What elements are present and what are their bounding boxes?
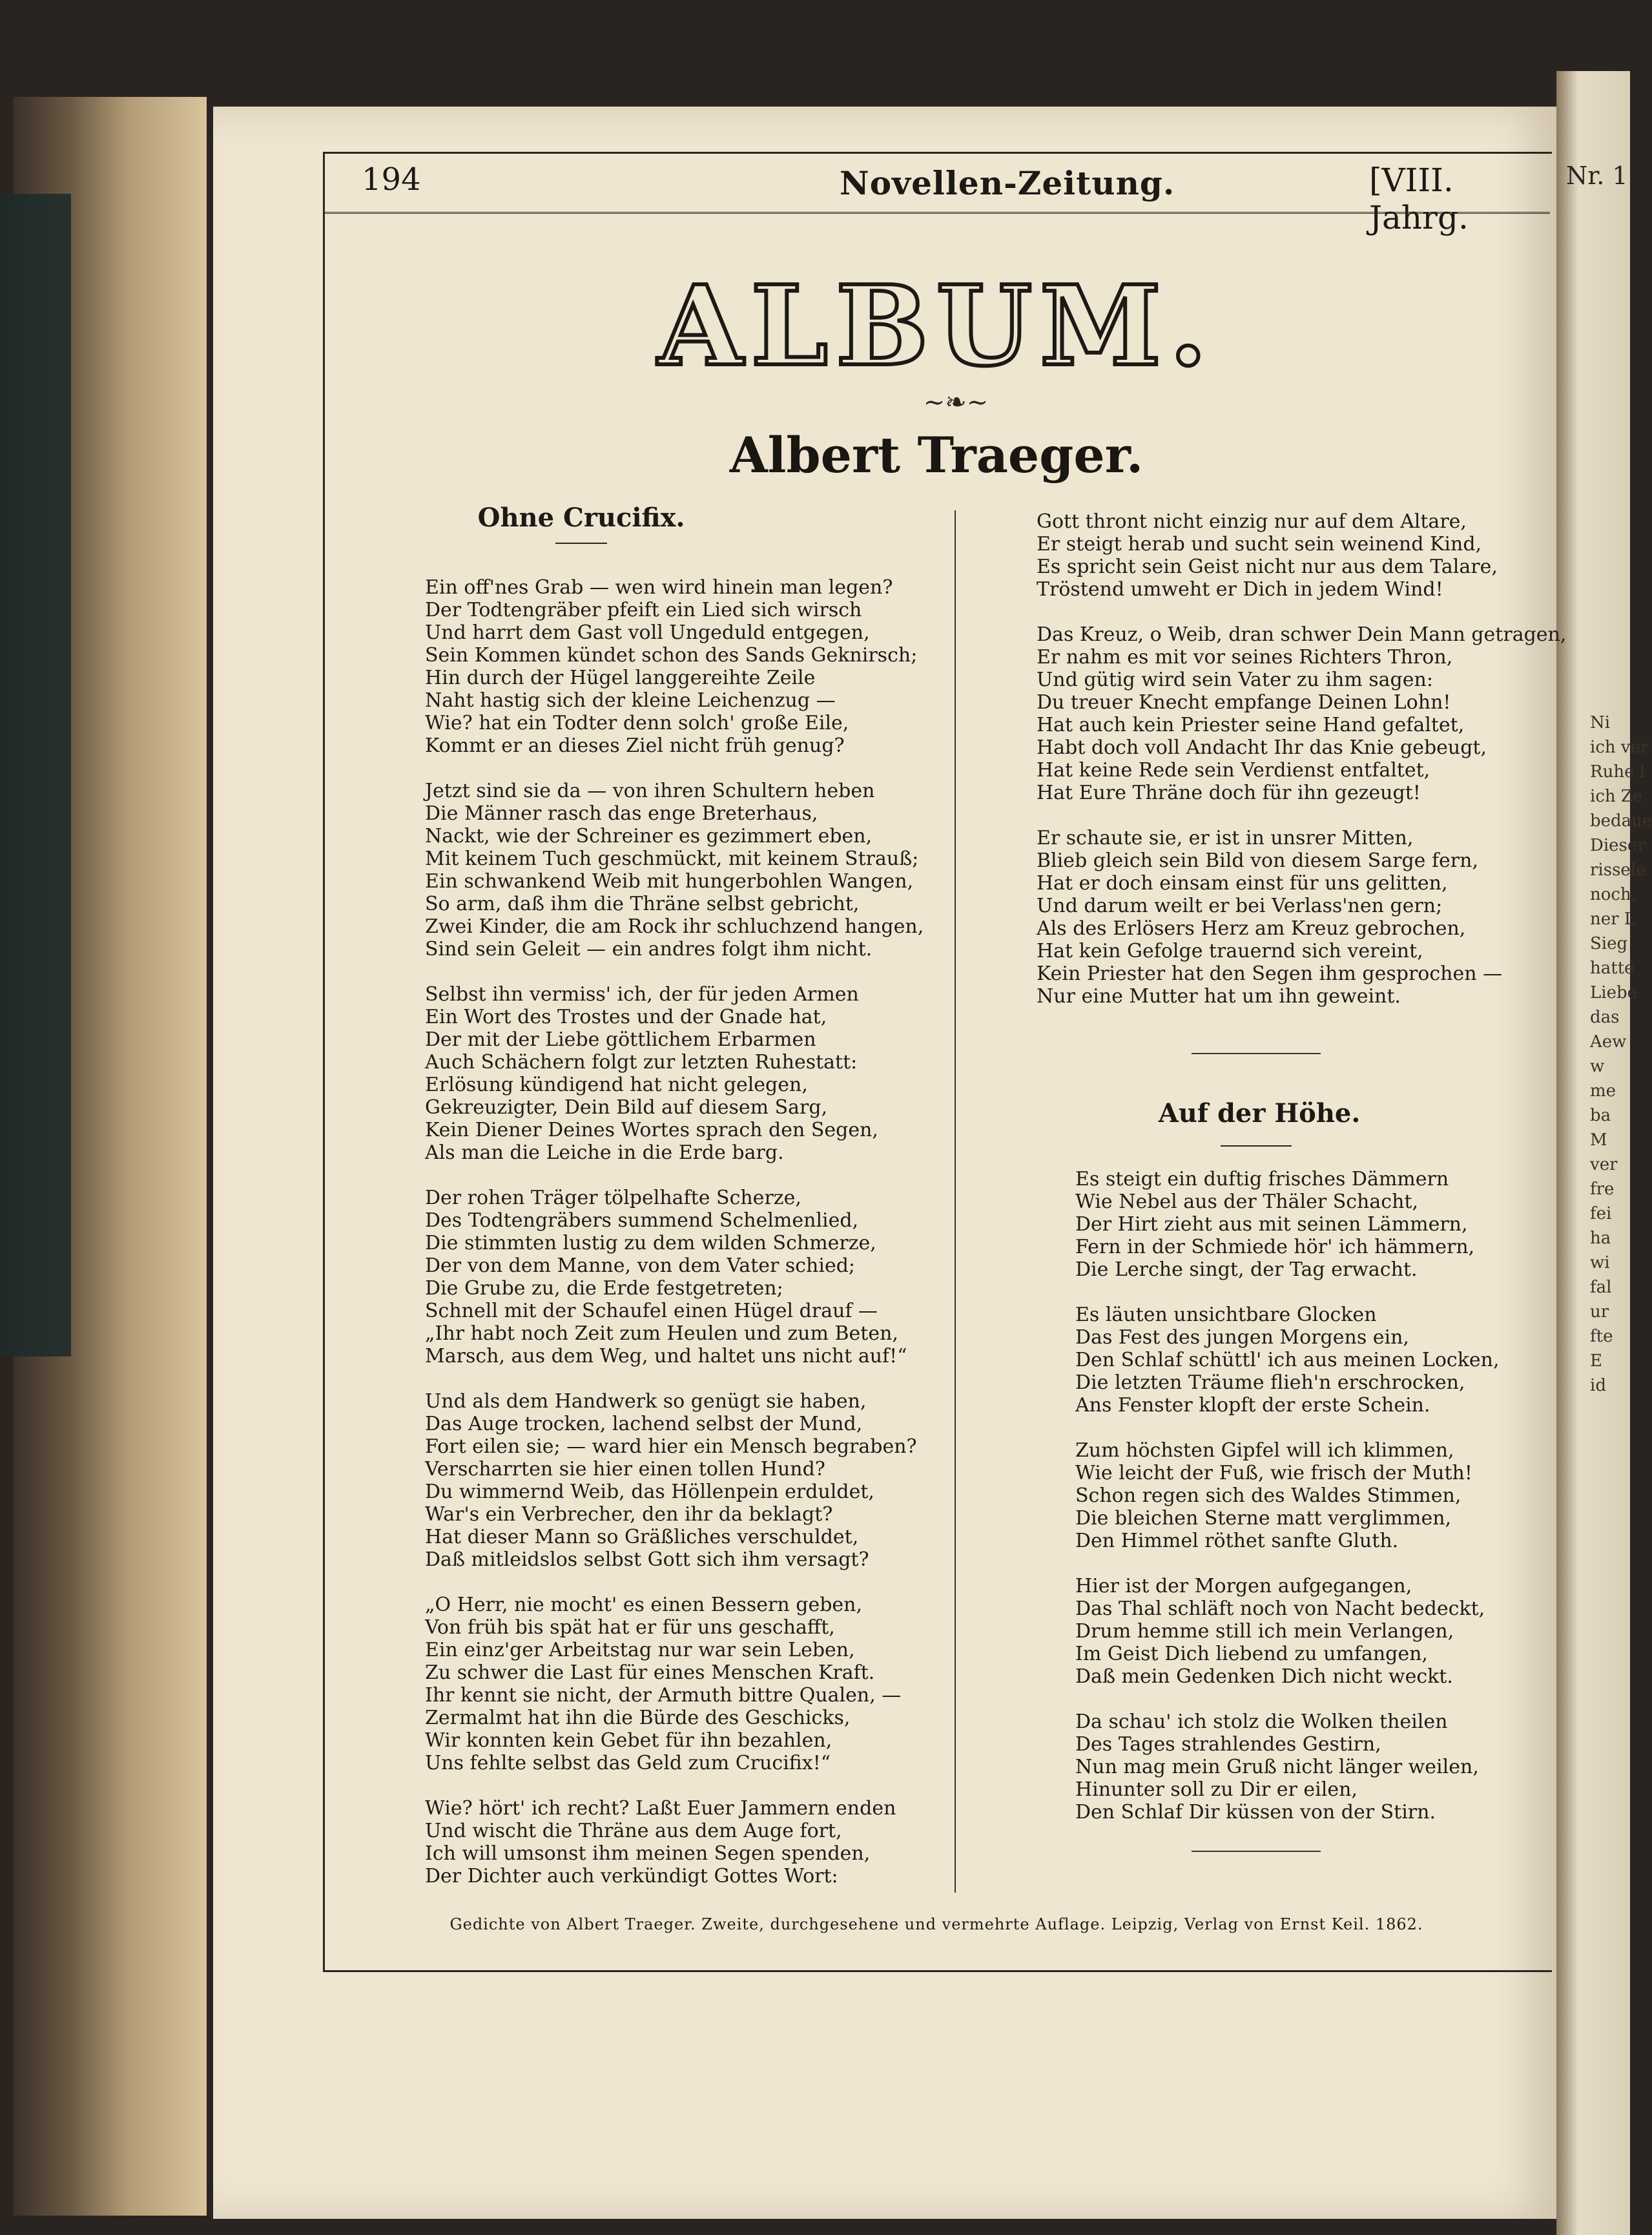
album-title: ALBUM. bbox=[657, 262, 1215, 391]
verse-line: Im Geist Dich liebend zu umfangen, bbox=[1075, 1643, 1428, 1665]
verse-line: Ein Wort des Trostes und der Gnade hat, bbox=[425, 1006, 827, 1028]
verse-line: Die Lerche singt, der Tag erwacht. bbox=[1075, 1258, 1418, 1281]
verse-line: Jetzt sind sie da — von ihren Schultern heben bbox=[425, 780, 875, 802]
next-page-fragment: Liebe bbox=[1590, 983, 1637, 1003]
next-page-fragment: Aew bbox=[1590, 1032, 1627, 1052]
verse-line: Der Hirt zieht aus mit seinen Lämmern, bbox=[1075, 1213, 1468, 1236]
verse-line: Zum höchsten Gipfel will ich klimmen, bbox=[1075, 1439, 1454, 1462]
stanza-break bbox=[1075, 1417, 1499, 1439]
stanza-break bbox=[425, 1571, 924, 1594]
verse-line: Ans Fenster klopft der erste Schein. bbox=[1075, 1394, 1430, 1417]
verse-line: Hat er doch einsam einst für uns gelitten, bbox=[1037, 872, 1448, 895]
next-page-fragment: M bbox=[1590, 1130, 1607, 1150]
verse-line: War's ein Verbrecher, den ihr da beklagt? bbox=[425, 1503, 833, 1526]
next-page-fragment: ich Ze bbox=[1590, 787, 1643, 806]
verse-line: Verscharrten sie hier einen tollen Hund? bbox=[425, 1458, 825, 1481]
next-page-fragment: ur bbox=[1590, 1302, 1609, 1322]
verse-line: Und harrt dem Gast voll Ungeduld entgegen, bbox=[425, 621, 870, 644]
verse-line: Drum hemme still ich mein Verlangen, bbox=[1075, 1620, 1454, 1643]
stanza-break bbox=[1075, 1281, 1499, 1304]
verse-line: Zwei Kinder, die am Rock ihr schluchzend hangen, bbox=[425, 915, 924, 938]
verse-line: Des Tages strahlendes Gestirn, bbox=[1075, 1733, 1381, 1756]
verse-line: Habt doch voll Andacht Ihr das Knie gebeugt, bbox=[1037, 736, 1487, 759]
verse-line: Hat kein Gefolge trauernd sich vereint, bbox=[1037, 940, 1423, 962]
verse-line: Du wimmernd Weib, das Höllenpein erduldet, bbox=[425, 1481, 874, 1503]
publication-note: Gedichte von Albert Traeger. Zweite, durchgesehene und vermehrte Auflage. Leipzig, Verlag von Ernst Keil. 1862. bbox=[449, 1915, 1423, 1933]
verse-line: Hat Eure Thräne doch für ihn gezeugt! bbox=[1037, 782, 1421, 804]
verse-line: „O Herr, nie mocht' es einen Bessern geben, bbox=[425, 1594, 863, 1616]
verse-line: Das Kreuz, o Weib, dran schwer Dein Mann getragen, bbox=[1037, 623, 1567, 646]
verse-line: Den Schlaf schüttl' ich aus meinen Locken, bbox=[1075, 1349, 1500, 1371]
verse-line: Es läuten unsichtbare Glocken bbox=[1075, 1304, 1377, 1326]
verse-line: Kein Diener Deines Wortes sprach den Segen, bbox=[425, 1119, 878, 1141]
verse-line: Blieb gleich sein Bild von diesem Sarge fern, bbox=[1037, 849, 1478, 872]
next-page-fragment: id bbox=[1590, 1376, 1606, 1395]
verse-line: Den Schlaf Dir küssen von der Stirn. bbox=[1075, 1801, 1436, 1824]
page-number: 194 bbox=[362, 161, 421, 198]
verse-line: Zermalmt hat ihn die Bürde des Geschicks, bbox=[425, 1707, 851, 1729]
verse-line: Es spricht sein Geist nicht nur aus dem Talare, bbox=[1037, 556, 1498, 578]
verse-line: Als man die Leiche in die Erde barg. bbox=[425, 1141, 784, 1164]
next-page-fragment: ich ver bbox=[1590, 738, 1649, 757]
verse-line: Das Auge trocken, lachend selbst der Mund, bbox=[425, 1413, 863, 1435]
next-page-fragments bbox=[1590, 711, 1652, 1398]
verse-line: Auch Schächern folgt zur letzten Ruhestatt: bbox=[425, 1051, 858, 1074]
stanza-break bbox=[1075, 1552, 1499, 1575]
verse-line: Daß mein Gedenken Dich nicht weckt. bbox=[1075, 1665, 1453, 1688]
verse-line: Ich will umsonst ihm meinen Segen spenden, bbox=[425, 1842, 871, 1865]
title-rule bbox=[555, 543, 607, 544]
poem1-column-1 bbox=[425, 576, 924, 1887]
verse-line: Sein Kommen kündet schon des Sands Geknirsch; bbox=[425, 644, 918, 667]
poem1-column-2 bbox=[1037, 510, 1566, 1008]
next-page-fragment: fte bbox=[1590, 1327, 1613, 1346]
next-page-fragment: Ni bbox=[1590, 713, 1611, 733]
next-page-header: Nr. 1 bbox=[1566, 161, 1628, 190]
verse-line: Der von dem Manne, von dem Vater schied; bbox=[425, 1254, 856, 1277]
next-page-fragment: Ruhe l bbox=[1590, 762, 1646, 782]
poem2-verses bbox=[1075, 1168, 1499, 1824]
verse-line: Uns fehlte selbst das Geld zum Crucifix!“ bbox=[425, 1752, 831, 1774]
verse-line: Daß mitleidslos selbst Gott sich ihm versagt? bbox=[425, 1548, 869, 1571]
stanza-break bbox=[425, 1164, 924, 1187]
next-page-fragment: E bbox=[1590, 1351, 1602, 1371]
verse-line: Zu schwer die Last für eines Menschen Kraft. bbox=[425, 1661, 875, 1684]
verse-line: Fort eilen sie; — ward hier ein Mensch begraben? bbox=[425, 1435, 917, 1458]
verse-line: „Ihr habt noch Zeit zum Heulen und zum Beten, bbox=[425, 1322, 898, 1345]
verse-line: Marsch, aus dem Weg, und haltet uns nicht auf!“ bbox=[425, 1345, 907, 1367]
section-rule bbox=[1192, 1053, 1321, 1054]
title-rule bbox=[1221, 1145, 1292, 1147]
verse-line: Er steigt herab und sucht sein weinend Kind, bbox=[1037, 533, 1482, 556]
verse-line: Hier ist der Morgen aufgegangen, bbox=[1075, 1575, 1412, 1597]
next-page-fragment: Dieser bbox=[1590, 836, 1646, 855]
verse-line: Er nahm es mit vor seines Richters Thron, bbox=[1037, 646, 1453, 669]
next-page-fragment: fal bbox=[1590, 1278, 1612, 1297]
journal-title: Novellen-Zeitung. bbox=[840, 164, 1175, 202]
verse-line: Sind sein Geleit — ein andres folgt ihm nicht. bbox=[425, 938, 872, 961]
next-page-fragment: noch, bbox=[1590, 885, 1637, 904]
next-page-fragment: das bbox=[1590, 1008, 1620, 1027]
verse-line: Hinunter soll zu Dir er eilen, bbox=[1075, 1778, 1358, 1801]
verse-line: Als des Erlösers Herz am Kreuz gebrochen, bbox=[1037, 917, 1466, 940]
verse-line: Und wischt die Thräne aus dem Auge fort, bbox=[425, 1820, 842, 1842]
verse-line: Das Thal schläft noch von Nacht bedeckt, bbox=[1075, 1597, 1485, 1620]
verse-line: Hat keine Rede sein Verdienst entfaltet, bbox=[1037, 759, 1430, 782]
book-spine bbox=[0, 194, 71, 1357]
verse-line: Das Fest des jungen Morgens ein, bbox=[1075, 1326, 1409, 1349]
verse-line: Die Männer rasch das enge Breterhaus, bbox=[425, 802, 818, 825]
verse-line: Ihr kennt sie nicht, der Armuth bittre Qualen, — bbox=[425, 1684, 902, 1707]
verse-line: Er schaute sie, er ist in unsrer Mitten, bbox=[1037, 827, 1414, 849]
next-page-fragment: Sieg bbox=[1590, 934, 1628, 953]
verse-line: Nun mag mein Gruß nicht länger weilen, bbox=[1075, 1756, 1479, 1778]
verse-line: Und darum weilt er bei Verlass'nen gern; bbox=[1037, 895, 1443, 917]
verse-line: Wie leicht der Fuß, wie frisch der Muth! bbox=[1075, 1462, 1472, 1484]
next-page-fragment: ver bbox=[1590, 1155, 1618, 1174]
verse-line: Wie? hört' ich recht? Laßt Euer Jammern enden bbox=[425, 1797, 896, 1820]
next-page-fragment: wi bbox=[1590, 1253, 1610, 1273]
verse-line: Der rohen Träger tölpelhafte Scherze, bbox=[425, 1187, 801, 1209]
next-page-fragment: me bbox=[1590, 1081, 1616, 1101]
poem-title-auf-der-hoehe: Auf der Höhe. bbox=[1158, 1098, 1361, 1128]
verse-line: Des Todtengräbers summend Schelmenlied, bbox=[425, 1209, 859, 1232]
ornament-icon: ~❧~ bbox=[923, 388, 989, 417]
next-page-fragment: hatte bbox=[1590, 959, 1635, 978]
verse-line: Der Dichter auch verkündigt Gottes Wort: bbox=[425, 1865, 838, 1887]
verse-line: Den Himmel röthet sanfte Gluth. bbox=[1075, 1530, 1399, 1552]
verse-line: Ein schwankend Weib mit hungerbohlen Wangen, bbox=[425, 870, 914, 893]
verse-line: Erlösung kündigend hat nicht gelegen, bbox=[425, 1074, 808, 1096]
next-page-fragment: rissele bbox=[1590, 860, 1646, 880]
stanza-break bbox=[1037, 804, 1566, 827]
verse-line: So arm, daß ihm die Thräne selbst gebricht, bbox=[425, 893, 860, 915]
verse-line: Die stimmten lustig zu dem wilden Schmerze, bbox=[425, 1232, 876, 1254]
stanza-break bbox=[425, 1367, 924, 1390]
verse-line: Gott thront nicht einzig nur auf dem Altare, bbox=[1037, 510, 1467, 533]
verse-line: Hat dieser Mann so Gräßliches verschuldet, bbox=[425, 1526, 859, 1548]
stanza-break bbox=[1037, 601, 1566, 623]
verse-line: Der Todtengräber pfeift ein Lied sich wirsch bbox=[425, 599, 862, 621]
verse-line: Hin durch der Hügel langgereihte Zeile bbox=[425, 667, 816, 689]
header-rule bbox=[323, 212, 1550, 214]
verse-line: Naht hastig sich der kleine Leichenzug — bbox=[425, 689, 836, 712]
stanza-break bbox=[425, 1774, 924, 1797]
stanza-break bbox=[425, 961, 924, 983]
stanza-break bbox=[425, 757, 924, 780]
verse-line: Schnell mit der Schaufel einen Hügel drauf — bbox=[425, 1300, 878, 1322]
volume-label: [VIII. Jahrg. bbox=[1369, 161, 1469, 236]
verse-line: Kein Priester hat den Segen ihm gesprochen — bbox=[1037, 962, 1503, 985]
verse-line: Hat auch kein Priester seine Hand gefaltet, bbox=[1037, 714, 1465, 736]
next-page-fragment: fei bbox=[1590, 1204, 1612, 1223]
section-rule bbox=[1192, 1851, 1321, 1852]
running-head bbox=[323, 161, 1550, 236]
verse-line: Die letzten Träume flieh'n erschrocken, bbox=[1075, 1371, 1465, 1394]
verse-line: Ein einz'ger Arbeitstag nur war sein Leben, bbox=[425, 1639, 855, 1661]
verse-line: Nur eine Mutter hat um ihn geweint. bbox=[1037, 985, 1401, 1008]
verse-line: Fern in der Schmiede hör' ich hämmern, bbox=[1075, 1236, 1475, 1258]
next-page-fragment: ner L bbox=[1590, 910, 1636, 929]
verse-line: Wie Nebel aus der Thäler Schacht, bbox=[1075, 1190, 1418, 1213]
next-page-fragment: ba bbox=[1590, 1106, 1611, 1125]
verse-line: Wie? hat ein Todter denn solch' große Eile, bbox=[425, 712, 849, 734]
verse-line: Und als dem Handwerk so genügt sie haben, bbox=[425, 1390, 867, 1413]
verse-line: Mit keinem Tuch geschmückt, mit keinem Strauß; bbox=[425, 847, 919, 870]
stanza-break bbox=[1075, 1688, 1499, 1710]
verse-line: Und gütig wird sein Vater zu ihm sagen: bbox=[1037, 669, 1433, 691]
verse-line: Gekreuzigter, Dein Bild auf diesem Sarg, bbox=[425, 1096, 828, 1119]
column-divider bbox=[955, 510, 956, 1893]
next-page-fragment: w bbox=[1590, 1057, 1605, 1076]
next-page-fragment: ha bbox=[1590, 1229, 1611, 1248]
verse-line: Nackt, wie der Schreiner es gezimmert eben, bbox=[425, 825, 872, 847]
verse-line: Schon regen sich des Waldes Stimmen, bbox=[1075, 1484, 1461, 1507]
verse-line: Du treuer Knecht empfange Deinen Lohn! bbox=[1037, 691, 1451, 714]
verse-line: Selbst ihn vermiss' ich, der für jeden Armen bbox=[425, 983, 859, 1006]
next-page-fragment: bedaue bbox=[1590, 811, 1652, 831]
verse-line: Der mit der Liebe göttlichem Erbarmen bbox=[425, 1028, 816, 1051]
poem-title-ohne-crucifix: Ohne Crucifix. bbox=[477, 503, 685, 533]
verse-line: Da schau' ich stolz die Wolken theilen bbox=[1075, 1710, 1448, 1733]
verse-line: Wir konnten kein Gebet für ihn bezahlen, bbox=[425, 1729, 832, 1752]
verse-line: Die Grube zu, die Erde festgetreten; bbox=[425, 1277, 783, 1300]
author-name: Albert Traeger. bbox=[729, 426, 1144, 484]
next-page-fragment: fre bbox=[1590, 1180, 1615, 1199]
verse-line: Die bleichen Sterne matt verglimmen, bbox=[1075, 1507, 1452, 1530]
verse-line: Von früh bis spät hat er für uns geschafft, bbox=[425, 1616, 835, 1639]
verse-line: Tröstend umweht er Dich in jedem Wind! bbox=[1037, 578, 1443, 601]
verse-line: Ein off'nes Grab — wen wird hinein man legen? bbox=[425, 576, 893, 599]
verse-line: Es steigt ein duftig frisches Dämmern bbox=[1075, 1168, 1449, 1190]
verse-line: Kommt er an dieses Ziel nicht früh genug? bbox=[425, 734, 845, 757]
